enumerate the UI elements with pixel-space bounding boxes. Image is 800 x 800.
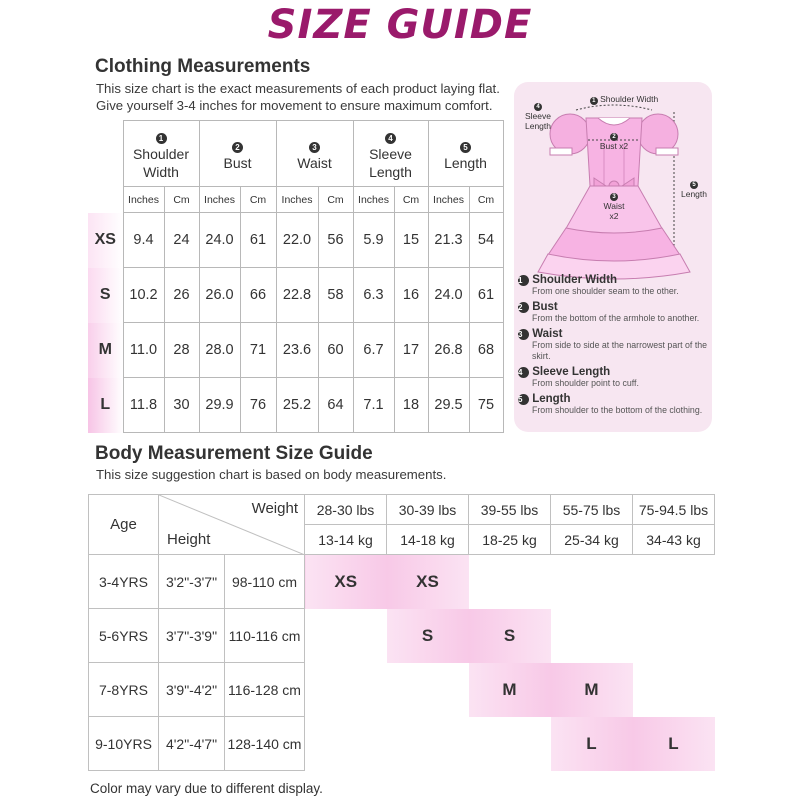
height-ft-cell: 4'2"-4'7"	[159, 717, 225, 771]
column-label-line2: Length	[369, 163, 412, 180]
weight-lbs-header: 75-94.5 lbs	[633, 495, 715, 525]
weight-kg-header: 14-18 kg	[387, 525, 469, 555]
unit-header: Cm	[469, 187, 503, 213]
weight-lbs-header: 39-55 lbs	[469, 495, 551, 525]
size-label: L	[88, 378, 123, 433]
legend-item	[518, 328, 714, 362]
diagram-label-length: 5 Length	[681, 182, 707, 199]
unit-header: Cm	[164, 187, 199, 213]
unit-header: Inches	[428, 187, 469, 213]
weight-kg-header: 34-43 kg	[633, 525, 715, 555]
weight-height-header	[159, 495, 305, 555]
number-badge: 3	[309, 142, 320, 153]
height-cm-cell: 110-116 cm	[225, 609, 305, 663]
size-label: M	[88, 323, 123, 378]
age-cell: 9-10YRS	[89, 717, 159, 771]
number-badge: 1	[156, 133, 167, 144]
unit-header: Inches	[199, 187, 240, 213]
legend-title: Bust	[532, 301, 558, 313]
measurement-cell: 56	[318, 213, 353, 268]
measurement-cell: 61	[469, 268, 503, 323]
column-header-4	[353, 121, 428, 187]
unit-header: Cm	[240, 187, 276, 213]
legend-title: Length	[532, 393, 571, 405]
weight-lbs-header: 55-75 lbs	[551, 495, 633, 525]
size-suggestion-cell	[633, 555, 715, 609]
measurement-cell: 7.1	[353, 378, 394, 433]
body-desc: This size suggestion chart is based on body measurements.	[96, 467, 447, 482]
measurement-cell: 10.2	[123, 268, 164, 323]
measurement-cell: 61	[240, 213, 276, 268]
weight-lbs-header: 30-39 lbs	[387, 495, 469, 525]
diagram-label-waist: 3 Waist x2	[603, 194, 625, 221]
number-badge: 5	[518, 394, 529, 405]
size-suggestion-cell: S	[469, 609, 551, 663]
diagram-label-bust: 2 Bust x2	[599, 134, 629, 151]
age-cell: 5-6YRS	[89, 609, 159, 663]
measurement-cell: 11.0	[123, 323, 164, 378]
measurement-cell: 71	[240, 323, 276, 378]
number-badge: 3	[518, 329, 529, 340]
age-header: Age	[89, 495, 159, 555]
legend-desc: From the bottom of the armhole to another.	[532, 313, 700, 323]
legend-title: Sleeve Length	[532, 366, 611, 378]
unit-header: Cm	[318, 187, 353, 213]
age-cell: 3-4YRS	[89, 555, 159, 609]
measurement-cell: 58	[318, 268, 353, 323]
measurement-cell: 17	[394, 323, 428, 378]
number-badge: 2	[232, 142, 243, 153]
column-label-line1: Bust	[223, 154, 252, 171]
size-suggestion-cell: M	[551, 663, 633, 717]
unit-header: Inches	[123, 187, 164, 213]
unit-header: Inches	[276, 187, 318, 213]
clothing-desc-line2: Give yourself 3-4 inches for movement to ensure maximum comfort.	[96, 98, 493, 113]
measurement-cell: 29.5	[428, 378, 469, 433]
measurement-cell: 24	[164, 213, 199, 268]
size-suggestion-cell	[469, 717, 551, 771]
corner-cell	[88, 121, 123, 187]
number-badge: 4	[518, 367, 529, 378]
measurement-cell: 28.0	[199, 323, 240, 378]
measurement-cell: 24.0	[199, 213, 240, 268]
body-heading: Body Measurement Size Guide	[95, 443, 373, 464]
size-suggestion-cell	[633, 663, 715, 717]
measurement-cell: 6.7	[353, 323, 394, 378]
measurement-cell: 29.9	[199, 378, 240, 433]
column-header-3	[276, 121, 353, 187]
measurement-cell: 30	[164, 378, 199, 433]
measurement-cell: 64	[318, 378, 353, 433]
corner-cell	[88, 187, 123, 213]
measurement-cell: 16	[394, 268, 428, 323]
height-cm-cell: 128-140 cm	[225, 717, 305, 771]
measurement-cell: 6.3	[353, 268, 394, 323]
unit-header: Cm	[394, 187, 428, 213]
weight-lbs-header: 28-30 lbs	[305, 495, 387, 525]
measurement-cell: 24.0	[428, 268, 469, 323]
height-ft-cell: 3'2"-3'7"	[159, 555, 225, 609]
measurement-cell: 60	[318, 323, 353, 378]
size-label: S	[88, 268, 123, 323]
measurement-cell: 22.0	[276, 213, 318, 268]
measurement-cell: 5.9	[353, 213, 394, 268]
measurement-cell: 66	[240, 268, 276, 323]
weight-label: Weight	[251, 500, 298, 517]
legend-item	[518, 301, 714, 324]
size-suggestion-cell	[551, 555, 633, 609]
weight-kg-header: 25-34 kg	[551, 525, 633, 555]
column-label-line1: Shoulder	[132, 145, 190, 162]
measurement-cell: 22.8	[276, 268, 318, 323]
clothing-heading: Clothing Measurements	[95, 56, 311, 77]
measurement-cell: 18	[394, 378, 428, 433]
number-badge: 2	[518, 302, 529, 313]
age-cell: 7-8YRS	[89, 663, 159, 717]
number-badge: 1	[518, 275, 529, 286]
body-measurement-table	[88, 494, 715, 771]
page-title: SIZE GUIDE	[267, 2, 533, 48]
measurement-cell: 76	[240, 378, 276, 433]
size-suggestion-cell: L	[551, 717, 633, 771]
measurement-cell: 21.3	[428, 213, 469, 268]
measurement-cell: 9.4	[123, 213, 164, 268]
size-suggestion-cell	[551, 609, 633, 663]
size-suggestion-cell: XS	[305, 555, 387, 609]
height-label: Height	[167, 531, 211, 548]
number-badge: 5	[460, 142, 471, 153]
legend-item	[518, 366, 714, 389]
measurement-cell: 26	[164, 268, 199, 323]
size-suggestion-cell	[305, 663, 387, 717]
clothing-measurements-table	[88, 120, 504, 433]
measurement-cell: 26.0	[199, 268, 240, 323]
legend-item	[518, 274, 714, 297]
legend-desc: From shoulder point to cuff.	[532, 378, 639, 388]
measurement-cell: 26.8	[428, 323, 469, 378]
size-label: XS	[88, 213, 123, 268]
measurement-cell: 68	[469, 323, 503, 378]
legend-title: Waist	[532, 328, 563, 340]
size-suggestion-cell: XS	[387, 555, 469, 609]
height-cm-cell: 98-110 cm	[225, 555, 305, 609]
measurement-cell: 25.2	[276, 378, 318, 433]
measurement-cell: 54	[469, 213, 503, 268]
legend-desc: From side to side at the narrowest part of the skirt.	[532, 340, 708, 361]
column-header-5	[428, 121, 503, 187]
legend-desc: From one shoulder seam to the other.	[532, 286, 679, 296]
measurement-cell: 23.6	[276, 323, 318, 378]
legend-item	[518, 393, 714, 416]
weight-kg-header: 13-14 kg	[305, 525, 387, 555]
legend-desc: From shoulder to the bottom of the clothing.	[532, 405, 703, 415]
measurement-cell: 15	[394, 213, 428, 268]
height-cm-cell: 116-128 cm	[225, 663, 305, 717]
column-header-2	[199, 121, 276, 187]
weight-kg-header: 18-25 kg	[469, 525, 551, 555]
measurement-legend	[518, 274, 714, 420]
size-suggestion-cell	[387, 663, 469, 717]
measurement-cell: 75	[469, 378, 503, 433]
size-suggestion-cell	[469, 555, 551, 609]
size-suggestion-cell	[305, 717, 387, 771]
diagram-label-shoulder-width: 1 Shoulder Width	[584, 94, 664, 105]
column-label-line1: Sleeve	[369, 145, 412, 162]
measurement-cell: 11.8	[123, 378, 164, 433]
clothing-desc-line1: This size chart is the exact measurements of each product laying flat.	[96, 81, 500, 96]
footer-note: Color may vary due to different display.	[90, 781, 323, 796]
measurement-cell: 28	[164, 323, 199, 378]
size-suggestion-cell	[305, 609, 387, 663]
column-label-line2: Width	[143, 163, 179, 180]
column-label-line1: Length	[444, 154, 487, 171]
unit-header: Inches	[353, 187, 394, 213]
size-suggestion-cell: M	[469, 663, 551, 717]
size-suggestion-cell	[633, 609, 715, 663]
size-suggestion-cell: L	[633, 717, 715, 771]
diagram-label-sleeve-length: 4 Sleeve Length	[525, 104, 551, 131]
column-header-1	[123, 121, 199, 187]
height-ft-cell: 3'7"-3'9"	[159, 609, 225, 663]
number-badge: 4	[385, 133, 396, 144]
size-suggestion-cell	[387, 717, 469, 771]
legend-title: Shoulder Width	[532, 274, 618, 286]
column-label-line1: Waist	[297, 154, 332, 171]
size-suggestion-cell: S	[387, 609, 469, 663]
height-ft-cell: 3'9"-4'2"	[159, 663, 225, 717]
